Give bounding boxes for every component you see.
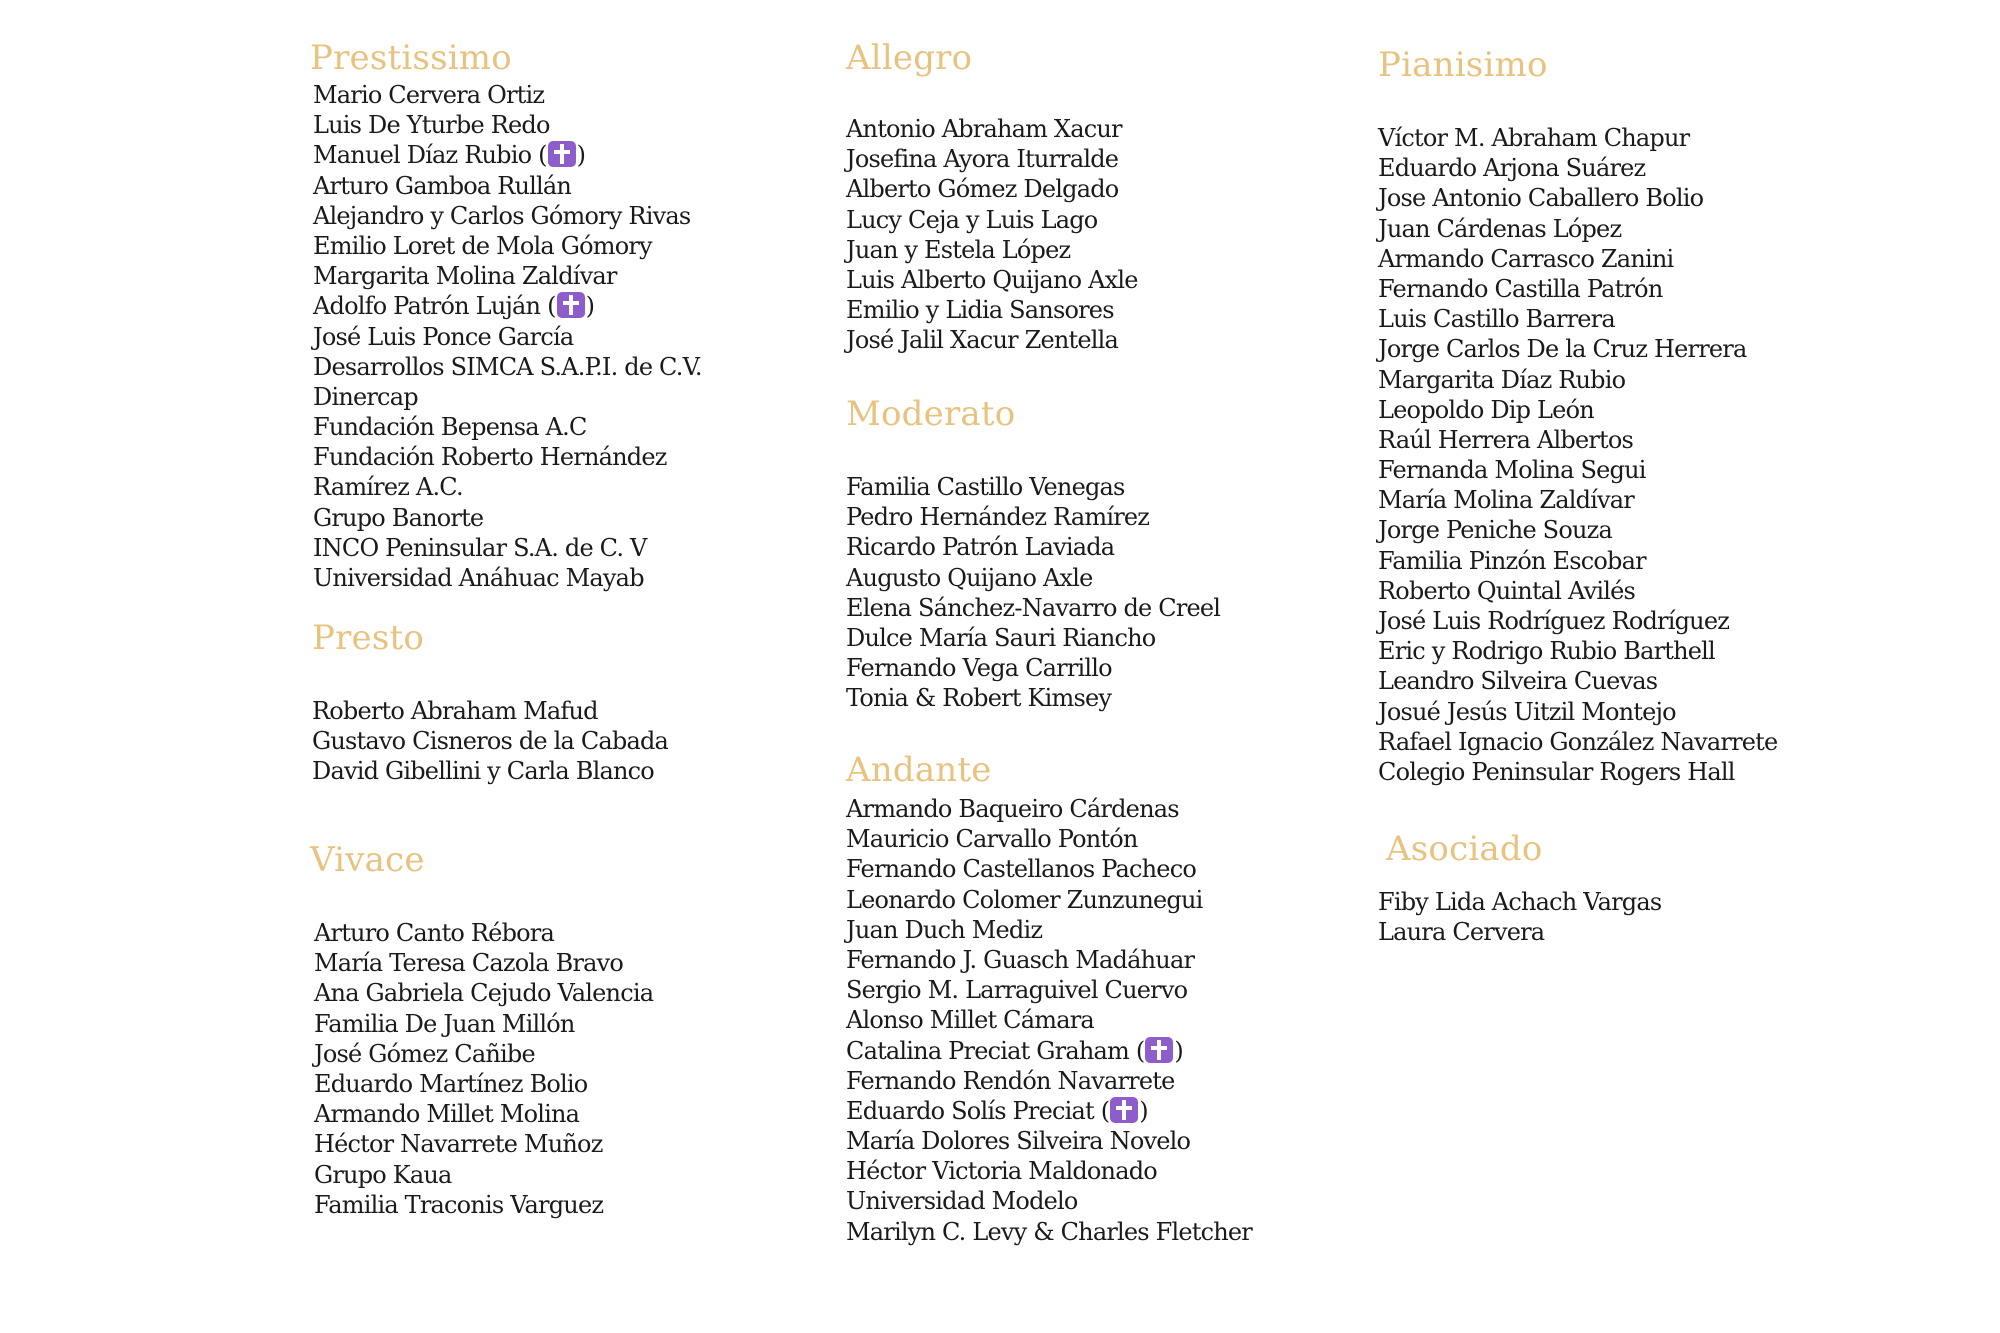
- section-title: Presto: [312, 618, 425, 658]
- section-title: Prestissimo: [310, 38, 512, 78]
- open-paren: (: [538, 141, 547, 170]
- section-allegro: [846, 38, 1138, 356]
- close-paren: ): [576, 141, 586, 170]
- name-item: Juan Duch Mediz: [846, 915, 1043, 944]
- name-item: Fernando Castellanos Pacheco: [846, 855, 1196, 884]
- name-item: Roberto Abraham Mafud: [312, 697, 598, 725]
- section-pianisimo: [1378, 45, 1777, 787]
- name-item: Alejandro y Carlos Gómory Rivas: [313, 201, 691, 230]
- name-item: Josué Jesús Uitzil Montejo: [1378, 697, 1676, 726]
- name-item-deceased: [313, 291, 702, 321]
- name-item: Colegio Peninsular Rogers Hall: [1378, 757, 1735, 786]
- name-text: Manuel Díaz Rubio: [313, 141, 532, 170]
- name-item: Grupo Banorte: [313, 503, 484, 532]
- name-item: Fernando Castilla Patrón: [1378, 274, 1663, 303]
- name-list: [1378, 887, 1661, 947]
- section-presto: [312, 618, 668, 787]
- name-item: Eduardo Martínez Bolio: [314, 1069, 588, 1098]
- name-item: David Gibellini y Carla Blanco: [312, 757, 654, 786]
- latin-cross-icon: [557, 292, 585, 318]
- name-item: José Jalil Xacur Zentella: [846, 326, 1119, 355]
- name-item: Luis Castillo Barrera: [1378, 305, 1615, 334]
- name-list: [846, 472, 1220, 714]
- name-item: José Luis Ponce García: [313, 322, 574, 351]
- open-paren: (: [547, 292, 556, 321]
- name-item: Jorge Carlos De la Cruz Herrera: [1378, 335, 1747, 364]
- name-item: Margarita Díaz Rubio: [1378, 365, 1626, 394]
- name-item: Antonio Abraham Xacur: [846, 115, 1122, 143]
- name-item: Juan y Estela López: [846, 235, 1071, 264]
- name-item: Augusto Quijano Axle: [846, 563, 1093, 592]
- name-item: INCO Peninsular S.A. de C. V: [313, 533, 647, 562]
- name-item: Mario Cervera Ortiz: [313, 81, 545, 109]
- close-paren: ): [1174, 1036, 1183, 1065]
- name-item: Emilio y Lidia Sansores: [846, 296, 1114, 325]
- name-item: Sergio M. Larraguivel Cuervo: [846, 976, 1188, 1005]
- section-title: Asociado: [1386, 829, 1543, 869]
- name-item: Josefina Ayora Iturralde: [846, 145, 1119, 174]
- name-list: [312, 696, 668, 787]
- section-vivace: [310, 840, 653, 1220]
- section-title: Moderato: [846, 394, 1016, 434]
- name-item: María Molina Zaldívar: [1378, 486, 1634, 515]
- name-text: Eduardo Solís Preciat: [846, 1096, 1094, 1125]
- name-item: Desarrollos SIMCA S.A.P.I. de C.V.: [313, 352, 702, 381]
- name-list: [846, 794, 1252, 1247]
- name-item-deceased: [846, 1096, 1252, 1126]
- name-item: Héctor Navarrete Muñoz: [314, 1130, 603, 1159]
- name-item: Fernanda Molina Segui: [1378, 456, 1646, 485]
- name-item: Armando Baqueiro Cárdenas: [846, 795, 1179, 823]
- name-item: Ramírez A.C.: [313, 473, 463, 502]
- name-item: Fernando Vega Carrillo: [846, 654, 1112, 683]
- latin-cross-icon: [1110, 1097, 1138, 1123]
- name-item-deceased: [846, 1036, 1252, 1066]
- name-item: Familia Castillo Venegas: [846, 473, 1125, 501]
- name-item: Lucy Ceja y Luis Lago: [846, 205, 1098, 234]
- name-item: Familia De Juan Millón: [314, 1009, 575, 1038]
- name-item-deceased: [313, 140, 702, 170]
- section-title: Allegro: [846, 38, 973, 78]
- close-paren: ): [1139, 1096, 1148, 1125]
- name-item: Armando Carrasco Zanini: [1378, 244, 1674, 273]
- section-title: Vivace: [310, 840, 425, 880]
- name-item: Leopoldo Dip León: [1378, 395, 1594, 424]
- name-item: Dinercap: [313, 382, 418, 411]
- name-item: José Gómez Cañibe: [314, 1039, 535, 1068]
- name-item: Eduardo Arjona Suárez: [1378, 154, 1646, 183]
- name-item: Fundación Roberto Hernández: [313, 443, 667, 472]
- name-item: Elena Sánchez-Navarro de Creel: [846, 593, 1221, 622]
- name-item: Gustavo Cisneros de la Cabada: [312, 727, 669, 756]
- name-item: Rafael Ignacio González Navarrete: [1378, 727, 1778, 756]
- name-item: Tonia & Robert Kimsey: [846, 684, 1112, 713]
- name-item: Luis Alberto Quijano Axle: [846, 265, 1138, 294]
- name-item: Pedro Hernández Ramírez: [846, 503, 1150, 532]
- close-paren: ): [585, 292, 595, 321]
- open-paren: (: [1135, 1036, 1145, 1065]
- name-item: Ana Gabriela Cejudo Valencia: [314, 979, 654, 1008]
- name-item: Margarita Molina Zaldívar: [313, 262, 617, 291]
- name-item: Mauricio Carvallo Pontón: [846, 825, 1138, 854]
- name-item: Dulce María Sauri Riancho: [846, 623, 1156, 652]
- name-item: Marilyn C. Levy & Charles Fletcher: [846, 1217, 1252, 1246]
- section-title: Andante: [846, 750, 992, 790]
- name-item: Leandro Silveira Cuevas: [1378, 667, 1658, 696]
- name-item: Armando Millet Molina: [314, 1100, 580, 1129]
- section-asociado: [1378, 829, 1661, 947]
- name-list: [1378, 123, 1777, 787]
- name-item: Alberto Gómez Delgado: [846, 175, 1119, 204]
- section-prestissimo: [310, 38, 702, 593]
- name-item: Roberto Quintal Avilés: [1378, 576, 1635, 605]
- name-item: Jorge Peniche Souza: [1378, 516, 1612, 545]
- name-item: Emilio Loret de Mola Gómory: [313, 231, 652, 260]
- section-andante: [846, 750, 1252, 1247]
- name-item: Fiby Lida Achach Vargas: [1378, 888, 1662, 916]
- latin-cross-icon: [548, 141, 576, 167]
- name-item: Luis De Yturbe Redo: [313, 111, 550, 140]
- name-item: Universidad Modelo: [846, 1187, 1078, 1216]
- name-item: José Luis Rodríguez Rodríguez: [1378, 607, 1730, 635]
- name-text: Adolfo Patrón Luján: [313, 292, 541, 321]
- name-item: Eric y Rodrigo Rubio Barthell: [1378, 637, 1715, 666]
- name-text: Catalina Preciat Graham: [846, 1036, 1129, 1065]
- name-item: María Teresa Cazola Bravo: [314, 949, 624, 978]
- name-item: Fernando Rendón Navarrete: [846, 1066, 1175, 1095]
- name-item: Familia Pinzón Escobar: [1378, 546, 1646, 575]
- name-item: Leonardo Colomer Zunzunegui: [846, 885, 1203, 914]
- name-item: Jose Antonio Caballero Bolio: [1378, 184, 1704, 213]
- name-item: Víctor M. Abraham Chapur: [1378, 124, 1690, 152]
- name-list: [313, 80, 702, 593]
- section-moderato: [846, 394, 1220, 714]
- latin-cross-icon: [1145, 1037, 1173, 1063]
- name-item: Héctor Victoria Maldonado: [846, 1157, 1157, 1186]
- name-list: [314, 918, 653, 1220]
- name-item: Arturo Gamboa Rullán: [313, 171, 572, 200]
- name-item: Arturo Canto Rébora: [314, 919, 554, 947]
- name-item: Universidad Anáhuac Mayab: [313, 564, 644, 592]
- name-item: Juan Cárdenas López: [1378, 214, 1622, 243]
- name-list: [846, 114, 1138, 356]
- name-item: Grupo Kaua: [314, 1160, 452, 1189]
- name-item: Laura Cervera: [1378, 918, 1545, 947]
- name-item: Fernando J. Guasch Madáhuar: [846, 945, 1195, 974]
- open-paren: (: [1100, 1096, 1110, 1125]
- name-item: Ricardo Patrón Laviada: [846, 533, 1115, 562]
- name-item: Familia Traconis Varguez: [314, 1190, 604, 1219]
- name-item: Raúl Herrera Albertos: [1378, 425, 1634, 454]
- section-title: Pianisimo: [1378, 45, 1548, 85]
- name-item: Fundación Bepensa A.C: [313, 413, 587, 442]
- name-item: María Dolores Silveira Novelo: [846, 1127, 1191, 1156]
- name-item: Alonso Millet Cámara: [846, 1006, 1094, 1035]
